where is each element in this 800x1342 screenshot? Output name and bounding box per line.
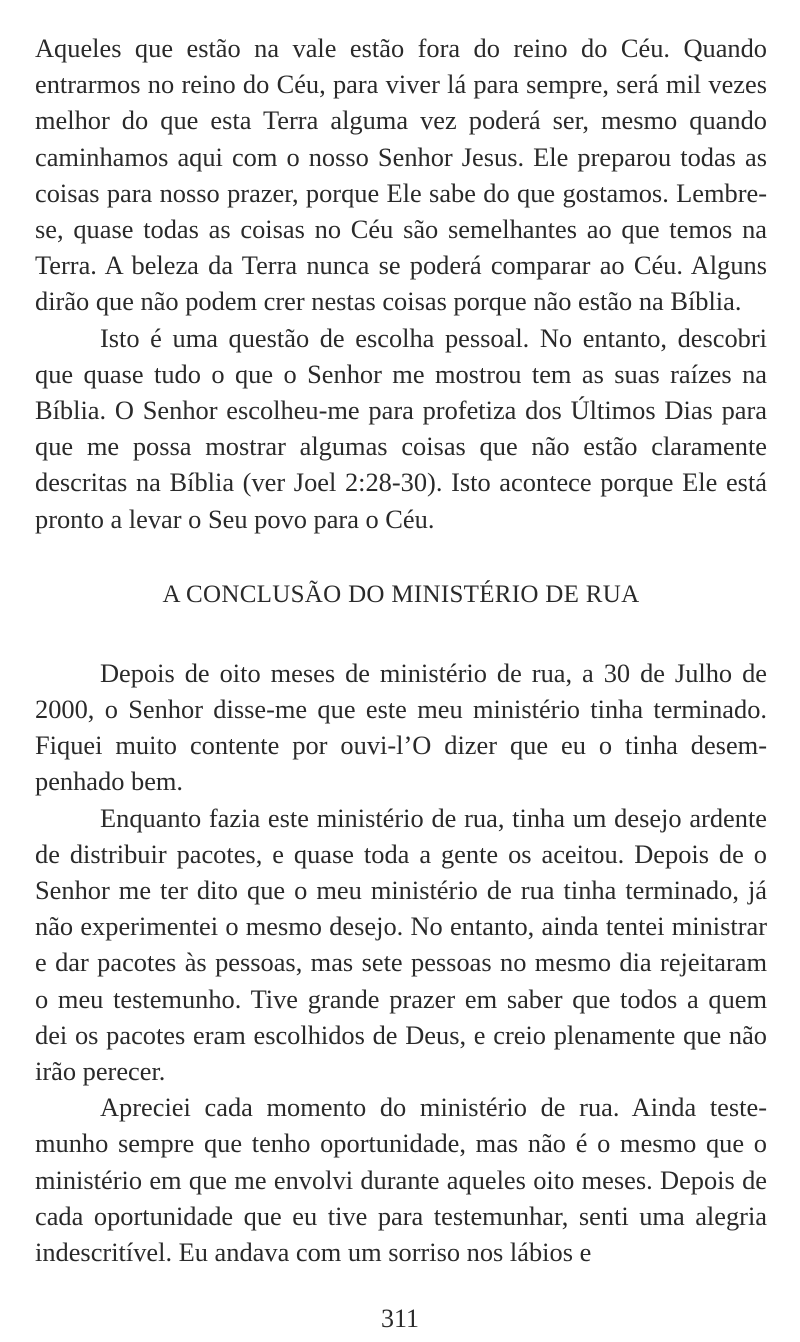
- section-heading: A CONCLUSÃO DO MINISTÉRIO DE RUA: [162, 580, 640, 608]
- paragraph: Depois de oito meses de ministério de rua, a 30 de Julho de 2000, o Senhor disse-me que este meu ministério tinha terminado. Fiquei muito contente por ouvi-l’O dizer que eu o tinha desempenhado bem.: [35, 657, 767, 797]
- page-number: 311: [380, 1304, 420, 1333]
- paragraph: Isto é uma questão de escolha pessoal. No entanto, descobri que quase tudo o que o Senhor me mostrou tem as suas raízes na Bíblia. O Senhor escolheu-me para profetiza dos Últimos Dias para que me possa mostrar algumas coisas que não estão claramente descritas na Bíblia (ver Joel 2:28-30). Isto acontece porque Ele está pronto a levar o Seu povo para o Céu.: [35, 322, 767, 534]
- body-text: [35, 30, 767, 1270]
- paragraph: Enquanto fazia este ministério de rua, tinha um desejo ardente de distribuir pacotes, e quase toda a gente os aceitou. Depois de o Senhor me ter dito que o meu ministério de rua tinha terminado, já não experimentei o mesmo desejo. No entanto, ainda tentei ministrar e dar pacotes às pessoas, mas sete pessoas no mesmo dia rejeitaram o meu testemunho. Tive grande prazer em saber que todos a quem dei os pacotes eram escolhidos de Deus, e creio plenamente que não irão perecer.: [35, 802, 767, 1087]
- book-page: [35, 30, 767, 1312]
- paragraph: Apreciei cada momento do ministério de rua. Ainda testemunho sempre que tenho oportunidade, mas não é o mesmo que o ministério em que me envolvi durante aqueles oito meses. Depois de cada oportunidade que eu tive para testemunhar, senti uma alegria indescritível. Eu andava com um sorriso nos lábios e: [35, 1092, 767, 1268]
- paragraph: Aqueles que estão na vale estão fora do reino do Céu. Quando entrarmos no reino do Céu, para viver lá para sempre, será mil vezes melhor do que esta Terra alguma vez poderá ser, mesmo quando caminhamos aqui com o nosso Senhor Jesus. Ele preparou todas as coisas para nosso prazer, porque Ele sabe do que gostamos. Lembre-se, quase todas as coisas no Céu são semelhantes ao que temos na Terra. A beleza da Terra nunca se poderá comparar ao Céu. Alguns dirão que não podem crer nestas coisas porque não estão na Bíblia.: [35, 33, 767, 317]
